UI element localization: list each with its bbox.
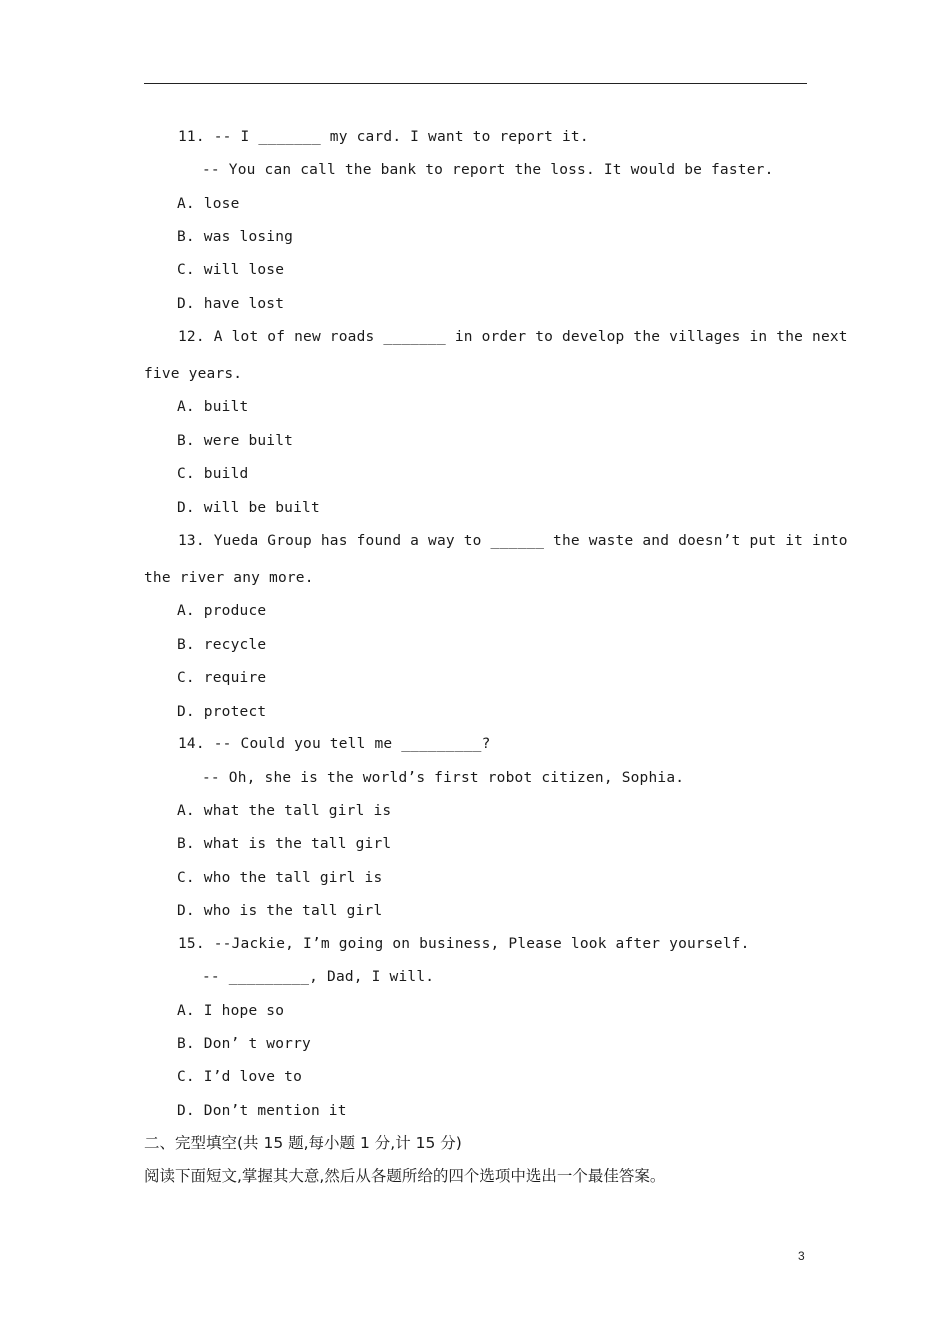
question-11-option-c: C. will lose: [177, 262, 285, 278]
page-number: 3: [798, 1249, 805, 1263]
question-15-option-b: B. Don’ t worry: [177, 1036, 311, 1052]
question-15-option-a: A. I hope so: [177, 1003, 285, 1019]
question-12-option-c: C. build: [177, 466, 249, 482]
section-2-heading: 二、完型填空(共 15 题,每小题 1 分,计 15 分): [144, 1134, 462, 1152]
question-11-option-b: B. was losing: [177, 229, 294, 245]
question-15-response: -- _________, Dad, I will.: [202, 969, 435, 985]
question-15-stem: 15. --Jackie, I’m going on business, Please look after yourself.: [178, 936, 750, 952]
question-15-option-c: C. I’d love to: [177, 1069, 303, 1085]
question-12-option-d: D. will be built: [177, 500, 320, 516]
question-11-response: -- You can call the bank to report the loss. It would be faster.: [202, 162, 774, 178]
question-15-option-d: D. Don’t mention it: [177, 1103, 347, 1119]
question-14-option-a: A. what the tall girl is: [177, 803, 392, 819]
header-rule: [144, 83, 807, 84]
question-13-option-d: D. protect: [177, 704, 267, 720]
question-11-option-d: D. have lost: [177, 296, 285, 312]
question-14-option-d: D. who is the tall girl: [177, 903, 383, 919]
question-12-stem: 12. A lot of new roads _______ in order to develop the villages in the next: [178, 329, 848, 345]
question-14-stem: 14. -- Could you tell me _________?: [178, 736, 491, 752]
question-14-option-b: B. what is the tall girl: [177, 836, 392, 852]
question-12-stem-continued: five years.: [144, 366, 243, 382]
section-2-instruction: 阅读下面短文,掌握其大意,然后从各题所给的四个选项中选出一个最佳答案。: [144, 1167, 666, 1185]
question-12-option-a: A. built: [177, 399, 249, 415]
question-13-stem: 13. Yueda Group has found a way to ______ the waste and doesn’t put it into: [178, 533, 848, 549]
question-12-option-b: B. were built: [177, 433, 294, 449]
question-14-option-c: C. who the tall girl is: [177, 870, 383, 886]
question-13-stem-continued: the river any more.: [144, 570, 314, 586]
question-11-stem: 11. -- I _______ my card. I want to report it.: [178, 129, 589, 145]
question-14-response: -- Oh, she is the world’s first robot citizen, Sophia.: [202, 770, 685, 786]
question-13-option-a: A. produce: [177, 603, 267, 619]
question-13-option-c: C. require: [177, 670, 267, 686]
question-13-option-b: B. recycle: [177, 637, 267, 653]
question-11-option-a: A. lose: [177, 196, 240, 212]
